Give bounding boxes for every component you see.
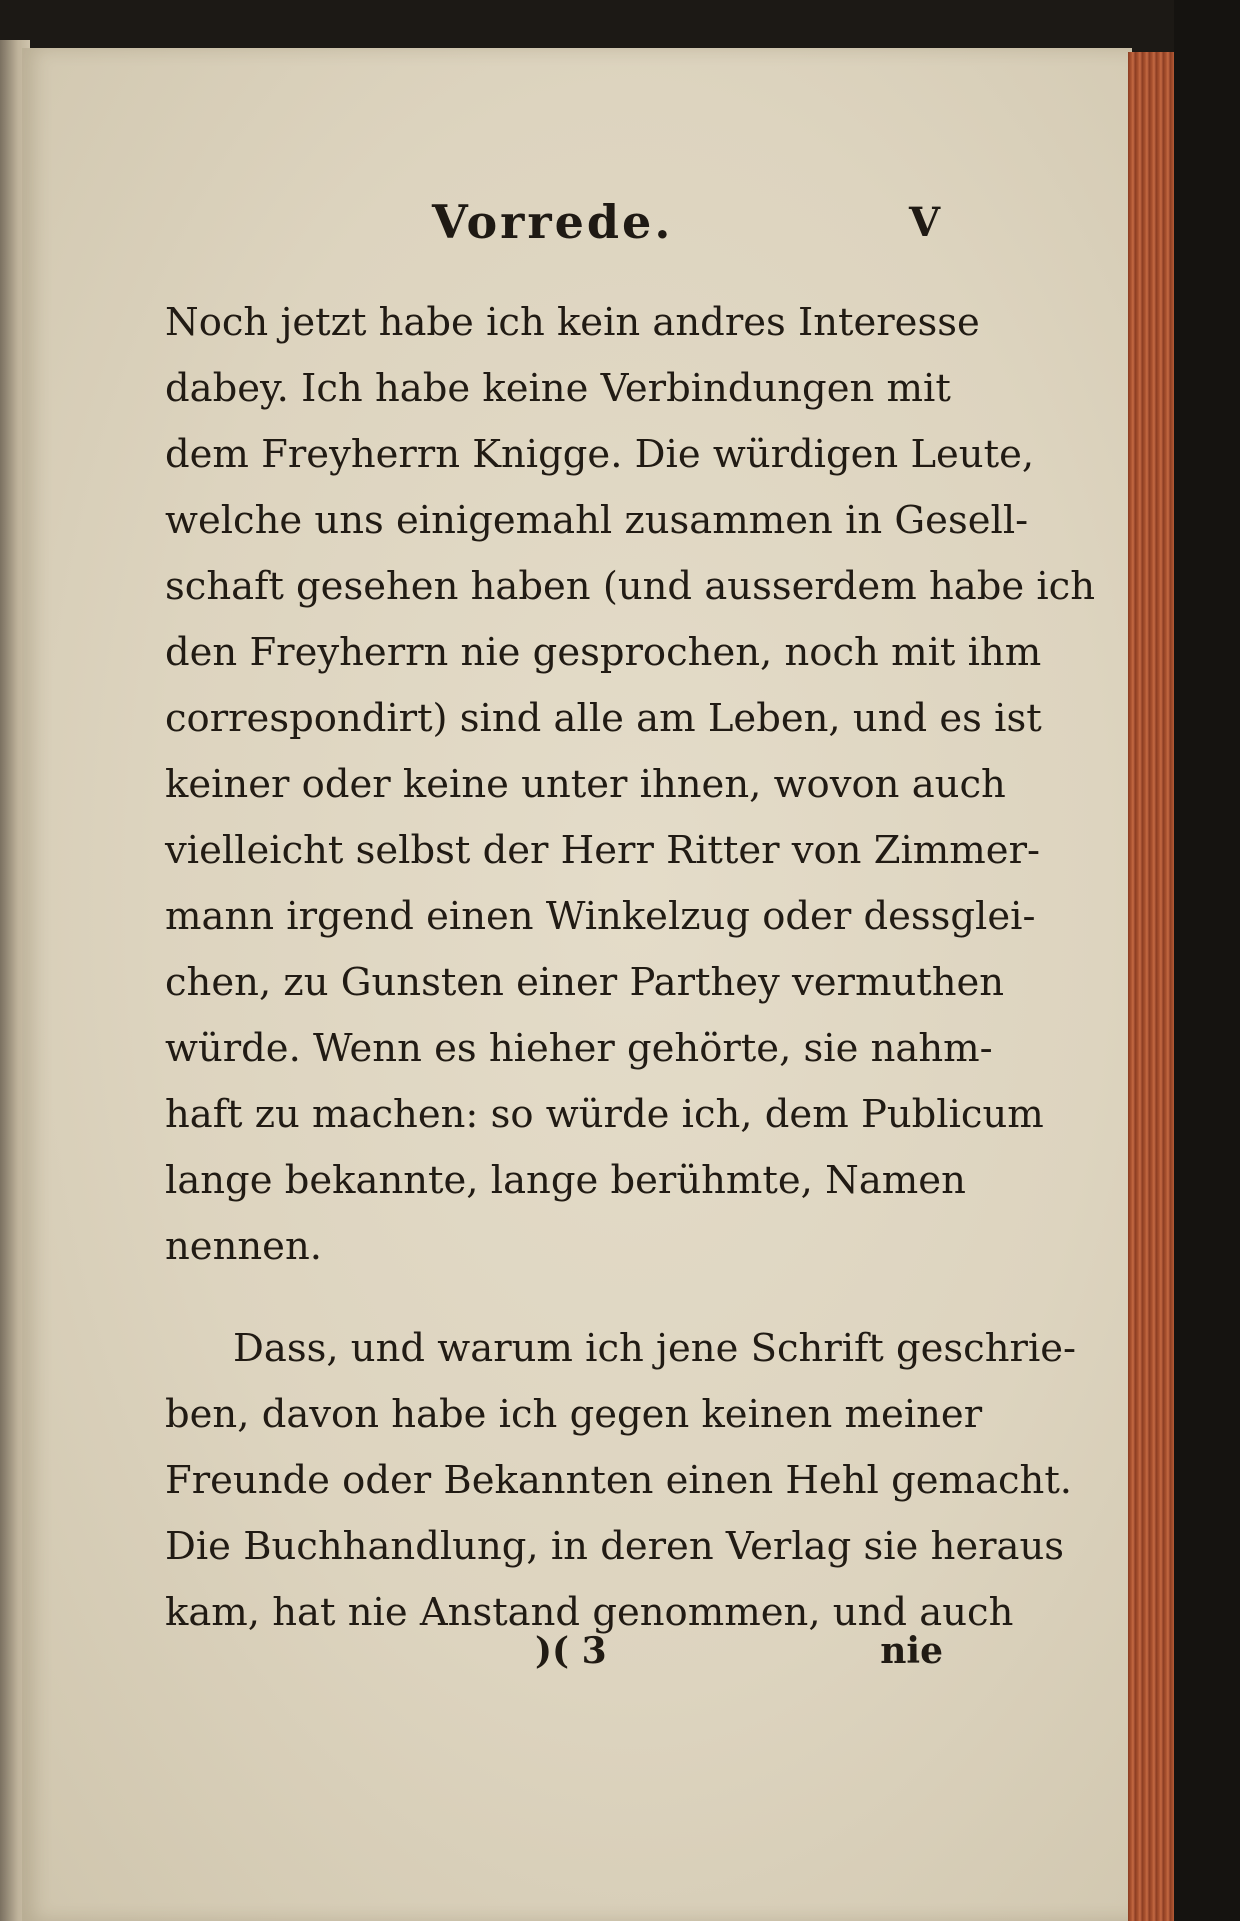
text-line: mann irgend einen Winkelzug oder dessglei- — [165, 894, 1036, 939]
page-number: V — [908, 199, 940, 246]
text-line: Dass, und warum ich jene Schrift geschrie- — [233, 1326, 1077, 1371]
body-text — [165, 290, 1096, 1646]
text-line: keiner oder keine unter ihnen, wovon auch — [165, 762, 1006, 807]
text-line: kam, hat nie Anstand genommen, und auch — [165, 1590, 1014, 1635]
paragraph-gap — [165, 1280, 943, 1316]
text-line: vielleicht selbst der Herr Ritter von Zimmer- — [165, 828, 1040, 873]
text-line: nennen. — [165, 1224, 322, 1269]
catchword: nie — [880, 1630, 943, 1672]
page-header — [165, 195, 960, 265]
text-line: schaft gesehen haben (und ausserdem habe ich — [165, 564, 1096, 609]
running-title: Vorrede. — [432, 195, 674, 249]
text-line: den Freyherrn nie gesprochen, noch mit ihm — [165, 630, 1042, 675]
paragraph-1 — [165, 290, 1096, 1280]
red-page-edges — [1128, 52, 1174, 1921]
text-line: chen, zu Gunsten einer Parthey vermuthen — [165, 960, 1005, 1005]
text-line: Freunde oder Bekannten einen Hehl gemacht. — [165, 1458, 1073, 1503]
text-line: correspondirt) sind alle am Leben, und es ist — [165, 696, 1042, 741]
page-footer — [165, 1630, 943, 1690]
text-line: dabey. Ich habe keine Verbindungen mit — [165, 366, 951, 411]
text-line: dem Freyherrn Knigge. Die würdigen Leute, — [165, 432, 1035, 477]
text-line: haft zu machen: so würde ich, dem Publicum — [165, 1092, 1044, 1137]
text-line: ben, davon habe ich gegen keinen meiner — [165, 1392, 983, 1437]
text-line: Die Buchhandlung, in deren Verlag sie heraus — [165, 1524, 1065, 1569]
text-line: lange bekannte, lange berühmte, Namen — [165, 1158, 966, 1203]
text-line: Noch jetzt habe ich kein andres Interesse — [165, 300, 980, 345]
paragraph-2 — [165, 1316, 1077, 1646]
background-shadow — [1174, 0, 1240, 1921]
text-line: welche uns einigemahl zusammen in Gesell- — [165, 498, 1029, 543]
signature-mark: )( 3 — [535, 1630, 607, 1672]
text-line: würde. Wenn es hieher gehörte, sie nahm- — [165, 1026, 993, 1071]
